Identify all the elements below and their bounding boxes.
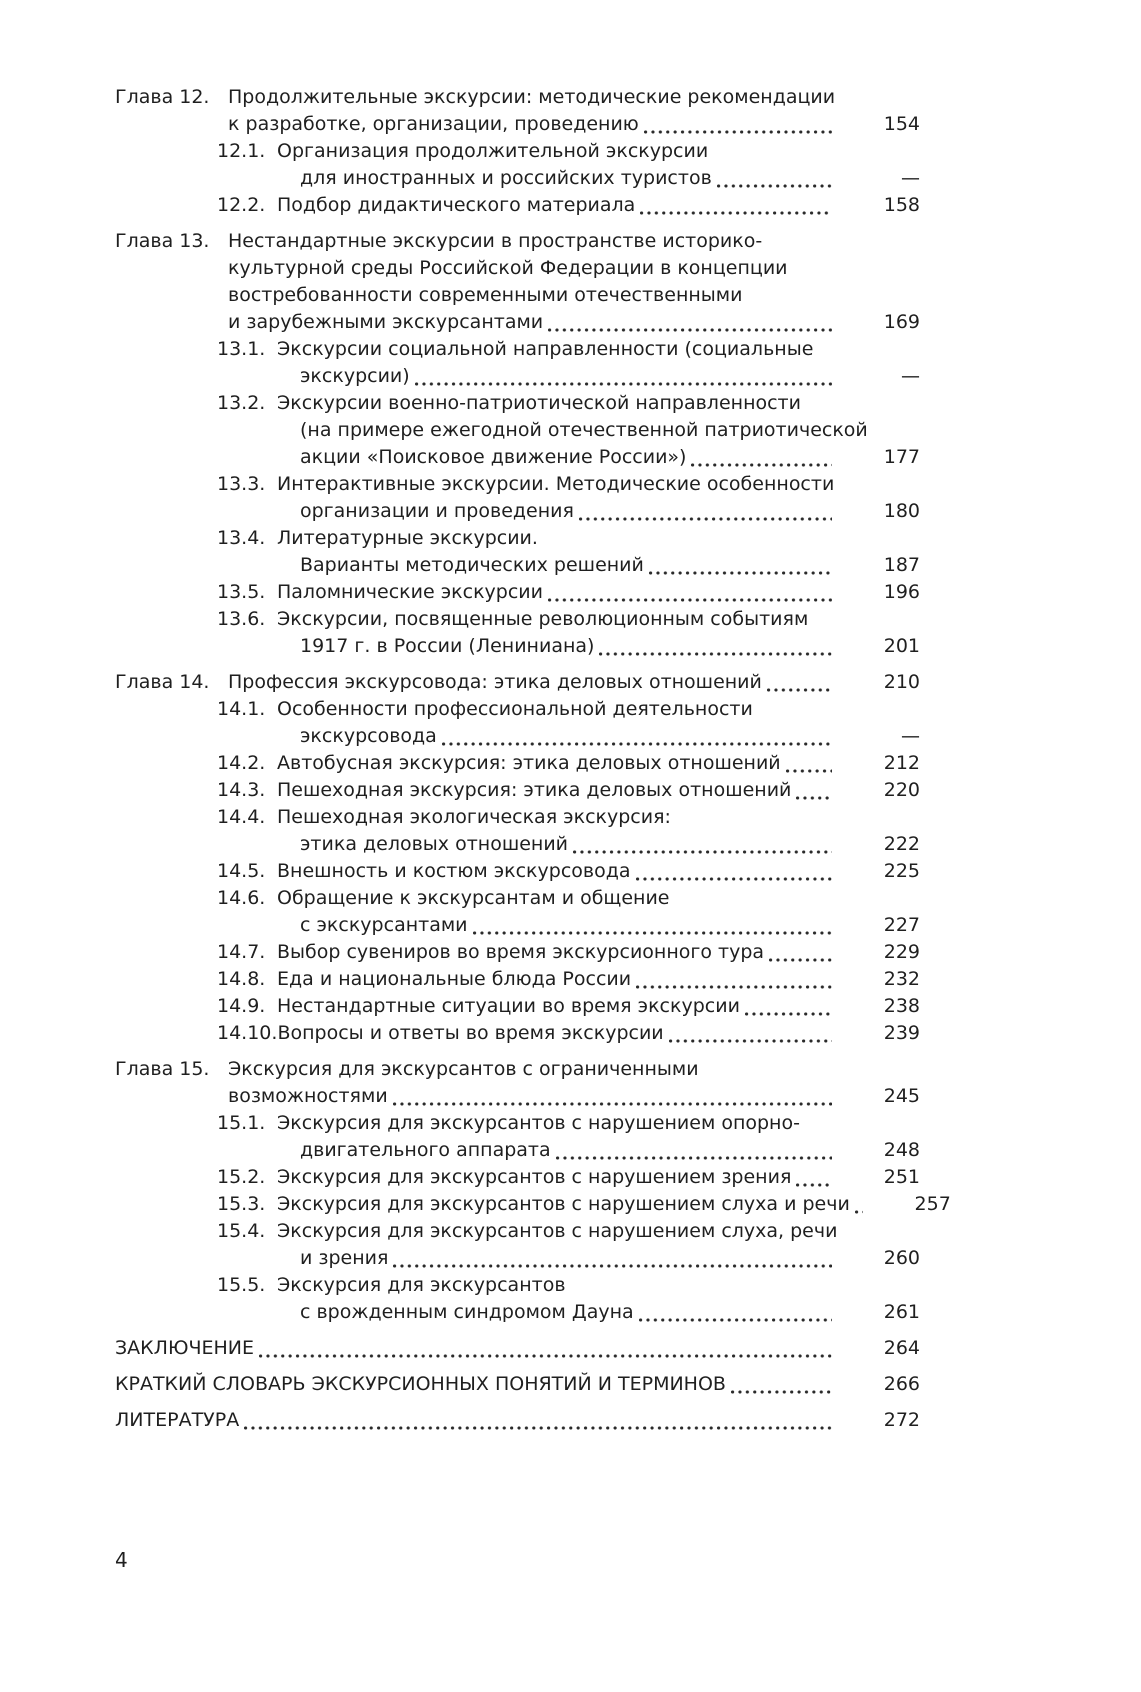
dot-leader [794,1164,832,1191]
entry-title-text: востребованности современными отечественными [228,284,743,306]
entry-title-text: культурной среды Российской Федерации в концепции [228,257,788,279]
entry-title-text: Экскурсия для экскурсантов с нарушением зрения [277,1166,792,1188]
toc-line [217,552,920,579]
entry-page-number: 201 [883,635,920,657]
entry-title-text: ЗАКЛЮЧЕНИЕ [115,1337,255,1359]
dot-leader [784,750,832,777]
entry-page-number: 266 [883,1373,920,1395]
toc-line [115,309,920,336]
dot-leader [765,669,832,696]
entry-title-text: (на примере ежегодной отечественной патриотической [300,419,868,441]
entry-page-number: 251 [883,1166,920,1188]
dot-leader [667,1020,832,1047]
entry-page-number: 220 [883,779,920,801]
section-number: 14.1. [217,698,266,720]
toc-line [115,1371,920,1398]
entry-title-text: Экскурсии, посвященные революционным событиям [277,608,809,630]
toc-entry [115,84,920,138]
toc-line [217,912,920,939]
entry-title-text: Пешеходная экологическая экскурсия: [277,806,671,828]
toc-line [115,282,920,309]
dot-leader [391,1245,832,1272]
toc-entry [115,1335,920,1362]
entry-title-text: 1917 г. в России (Лениниана) [300,635,595,657]
entry-title-text: Экскурсия для экскурсантов с ограниченными [228,1058,699,1080]
entry-title-text: Продолжительные экскурсии: методические рекомендации [228,86,836,108]
toc-line [217,1137,920,1164]
toc-line [217,1164,920,1191]
toc-line [217,750,920,777]
section-number: 14.3. [217,779,266,801]
toc-line [217,1110,920,1137]
section-number: 14.5. [217,860,266,882]
section-number: 14.7. [217,941,266,963]
dot-leader [242,1407,832,1434]
entry-title-text: с врожденным синдромом Дауна [300,1301,634,1323]
entry-title-text: экскурсии) [300,365,410,387]
entry-page-number: 261 [883,1301,920,1323]
toc-entry [115,579,920,606]
toc-entry [115,138,920,192]
toc-entry [115,993,920,1020]
toc-line [217,723,920,750]
section-number: 15.4. [217,1220,266,1242]
section-number: 13.4. [217,527,266,549]
toc-entry [115,525,920,579]
entry-page-number: 212 [883,752,920,774]
dot-leader [794,777,832,804]
section-number: 14.2. [217,752,266,774]
toc-line [217,444,920,471]
chapter-label: Глава 13. [115,230,210,252]
section-number: 14.9. [217,995,266,1017]
dot-leader [634,858,832,885]
toc-entry [115,1110,920,1164]
dot-leader [767,939,832,966]
dot-leader [546,579,832,606]
entry-page-number: 257 [914,1193,951,1215]
toc-entry [115,858,920,885]
toc-line [217,165,920,192]
toc-line [217,363,920,390]
entry-page-number: 210 [883,671,920,693]
dot-leader [637,1299,832,1326]
toc-line [217,1272,920,1299]
section-number: 12.1. [217,140,266,162]
entry-title-text: Профессия экскурсовода: этика деловых отношений [228,671,762,693]
entry-title-text: двигательного аппарата [300,1139,551,1161]
toc-entry [115,471,920,525]
dot-leader [729,1371,832,1398]
entry-page-number: 158 [883,194,920,216]
toc-entry [115,390,920,471]
toc-line [217,858,920,885]
entry-title-text: Внешность и костюм экскурсовода [277,860,631,882]
entry-title-text: Подбор дидактического материала [277,194,636,216]
dot-leader [440,723,832,750]
folio-page-number: 4 [115,1548,128,1572]
toc-line [115,1056,920,1083]
toc-line [217,1299,920,1326]
toc-entry [115,228,920,336]
entry-page-number: 196 [883,581,920,603]
toc-entry [115,885,920,939]
toc-line [115,228,920,255]
entry-title-text: Выбор сувениров во время экскурсионного тура [277,941,765,963]
chapter-label: Глава 14. [115,671,210,693]
toc-line [217,804,920,831]
entry-title-text: с экскурсантами [300,914,468,936]
section-number: 15.3. [217,1193,266,1215]
chapter-label: Глава 12. [115,86,210,108]
entry-page-number: 177 [883,446,920,468]
toc-entry [115,1164,920,1191]
entry-title-text: Варианты методических решений [300,554,644,576]
section-number: 14.4. [217,806,266,828]
toc-line [217,966,920,993]
toc-line [217,1218,920,1245]
dot-leader [853,1191,863,1218]
entry-title-text: и зарубежными экскурсантами [228,311,544,333]
toc-line [217,336,920,363]
chapter-label: Глава 15. [115,1058,210,1080]
toc-entry [115,192,920,219]
toc-line [217,579,920,606]
entry-page-number: 245 [883,1085,920,1107]
entry-title-text: Экскурсия для экскурсантов с нарушением слуха и речи [277,1193,850,1215]
entry-title-text: Экскурсия для экскурсантов с нарушением опорно- [277,1112,800,1134]
dot-leader [413,363,832,390]
toc-line [217,777,920,804]
dot-leader [642,111,832,138]
section-number: 12.2. [217,194,266,216]
toc-line [217,885,920,912]
dot-leader [715,165,832,192]
dot-leader [743,993,832,1020]
entry-title-text: организации и проведения [300,500,574,522]
toc-entry [115,1191,951,1218]
entry-title-text: Экскурсии военно-патриотической направленности [277,392,801,414]
section-number: 13.6. [217,608,266,630]
entry-title-text: возможностями [228,1085,388,1107]
entry-page-number: 264 [883,1337,920,1359]
entry-page-number: 187 [883,554,920,576]
dot-leader [689,444,832,471]
toc-line [217,1020,920,1047]
section-number: 15.5. [217,1274,266,1296]
entry-page-number: 248 [883,1139,920,1161]
toc-entry [115,1272,920,1326]
toc-line [115,669,920,696]
dot-leader [638,192,832,219]
toc-entry [115,1371,920,1398]
toc-line [115,1407,920,1434]
entry-page-number: 222 [883,833,920,855]
entry-title-text: и зрения [300,1247,389,1269]
toc-line [217,525,920,552]
section-number: 13.5. [217,581,266,603]
toc-line [115,255,920,282]
entry-page-number: 238 [883,995,920,1017]
toc-line [217,696,920,723]
entry-title-text: Еда и национальные блюда России [277,968,632,990]
dot-leader [647,552,832,579]
entry-title-text: Паломнические экскурсии [277,581,543,603]
entry-title-text: Вопросы и ответы во время экскурсии [277,1022,664,1044]
toc-line [115,111,920,138]
toc-line [115,84,920,111]
toc-line [217,390,920,417]
toc-entry [115,939,920,966]
entry-title-text: Экскурсии социальной направленности (социальные [277,338,814,360]
entry-page-number: 225 [883,860,920,882]
dot-leader [577,498,832,525]
section-number: 14.6. [217,887,266,909]
toc-line [217,1245,920,1272]
toc-entry [115,804,920,858]
entry-page-number: 169 [883,311,920,333]
toc-list [115,84,951,1434]
toc-line [217,993,920,1020]
toc-entry [115,777,920,804]
entry-title-text: Особенности профессиональной деятельности [277,698,753,720]
entry-title-text: экскурсовода [300,725,437,747]
section-number: 13.3. [217,473,266,495]
entry-page-number: — [901,365,920,387]
section-number: 14.8. [217,968,266,990]
toc-line [217,606,920,633]
entry-page-number: 180 [883,500,920,522]
entry-title-text: КРАТКИЙ СЛОВАРЬ ЭКСКУРСИОННЫХ ПОНЯТИЙ И ТЕРМИНОВ [115,1373,726,1395]
dot-leader [546,309,832,336]
toc-entry [115,1218,920,1272]
dot-leader [634,966,832,993]
entry-title-text: Обращение к экскурсантам и общение [277,887,670,909]
toc-line [217,939,920,966]
entry-page-number: 227 [883,914,920,936]
entry-title-text: Интерактивные экскурсии. Методические особенности [277,473,835,495]
entry-page-number: 232 [883,968,920,990]
section-number: 15.1. [217,1112,266,1134]
toc-entry [115,1407,920,1434]
toc-line [217,831,920,858]
entry-title-text: Нестандартные ситуации во время экскурсии [277,995,740,1017]
entry-page-number: 229 [883,941,920,963]
section-number: 15.2. [217,1166,266,1188]
section-number: 14.10. [217,1022,278,1044]
entry-page-number: 272 [883,1409,920,1431]
toc-entry [115,966,920,993]
entry-title-text: Пешеходная экскурсия: этика деловых отношений [277,779,792,801]
toc-line [217,138,920,165]
dot-leader [391,1083,832,1110]
dot-leader [597,633,832,660]
entry-page-number: — [901,725,920,747]
toc-entry [115,750,920,777]
entry-title-text: ЛИТЕРАТУРА [115,1409,240,1431]
entry-page-number: 154 [883,113,920,135]
entry-title-text: к разработке, организации, проведению [228,113,639,135]
dot-leader [554,1137,832,1164]
section-number: 13.2. [217,392,266,414]
entry-page-number: 260 [883,1247,920,1269]
toc-entry [115,696,920,750]
toc-line [115,1083,920,1110]
entry-title-text: для иностранных и российских туристов [300,167,712,189]
entry-page-number: 239 [883,1022,920,1044]
toc-entry [115,606,920,660]
entry-title-text: Нестандартные экскурсии в пространстве историко- [228,230,763,252]
dot-leader [571,831,832,858]
entry-title-text: Организация продолжительной экскурсии [277,140,709,162]
toc-line [217,417,920,444]
toc-line [217,498,920,525]
dot-leader [257,1335,832,1362]
toc-entry [115,669,920,696]
section-number: 13.1. [217,338,266,360]
entry-page-number: — [901,167,920,189]
toc-line [115,1335,920,1362]
toc-line [217,633,920,660]
entry-title-text: этика деловых отношений [300,833,569,855]
entry-title-text: Экскурсия для экскурсантов [277,1274,566,1296]
toc-line [217,192,920,219]
toc-line [217,1191,951,1218]
toc-entry [115,1020,920,1047]
entry-title-text: Экскурсия для экскурсантов с нарушением слуха, речи [277,1220,838,1242]
toc-entry [115,1056,920,1110]
entry-title-text: акции «Поисковое движение России») [300,446,687,468]
dot-leader [471,912,832,939]
entry-title-text: Литературные экскурсии. [277,527,538,549]
entry-title-text: Автобусная экскурсия: этика деловых отношений [277,752,781,774]
toc-line [217,471,920,498]
toc-entry [115,336,920,390]
